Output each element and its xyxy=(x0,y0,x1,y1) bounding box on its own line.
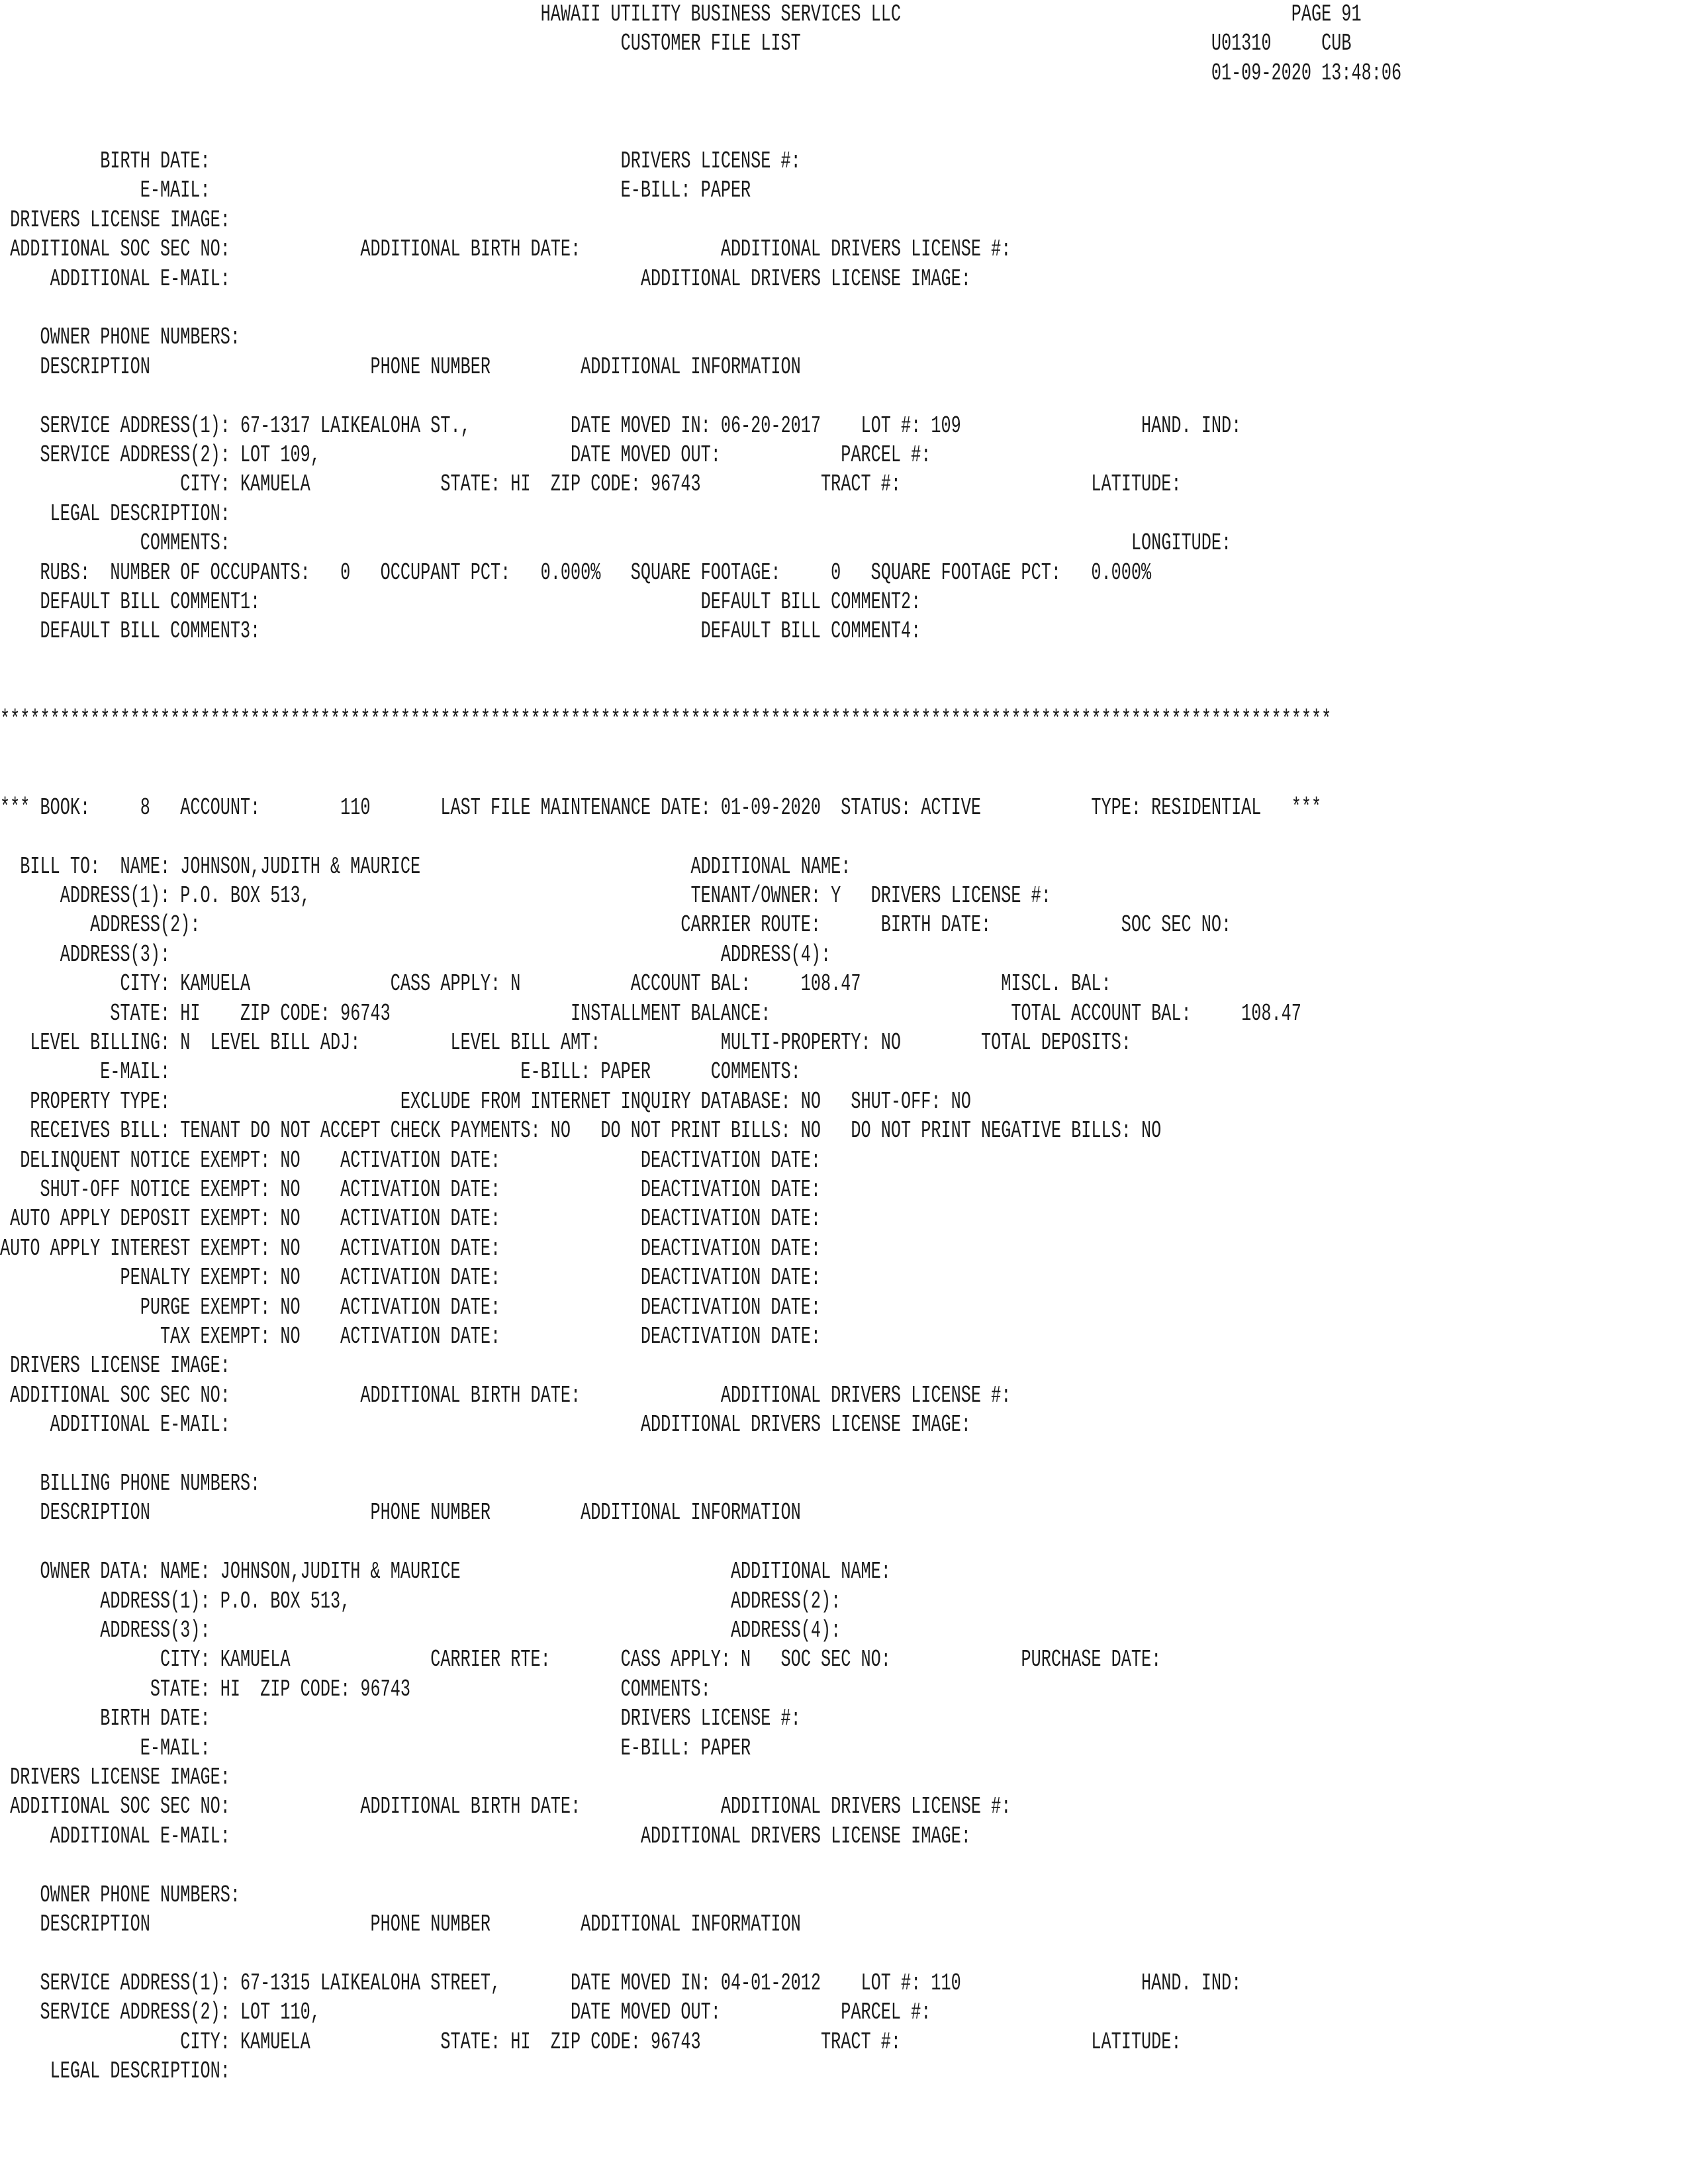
report-line: 01-09-2020 13:48:06 xyxy=(0,59,1402,87)
report-line: E-MAIL: E-BILL: PAPER xyxy=(0,177,751,205)
report-line: DESCRIPTION PHONE NUMBER ADDITIONAL INFORMATION xyxy=(0,1911,801,1938)
report-line: RECEIVES BILL: TENANT DO NOT ACCEPT CHECK PAYMENTS: NO DO NOT PRINT BILLS: NO DO NOT PRINT NEGATIVE BILLS: NO xyxy=(0,1117,1162,1145)
report-line: OWNER PHONE NUMBERS: xyxy=(0,1881,240,1909)
report-line: CITY: KAMUELA STATE: HI ZIP CODE: 96743 TRACT #: LATITUDE: xyxy=(0,2028,1182,2056)
report-line: AUTO APPLY DEPOSIT EXEMPT: NO ACTIVATION DATE: DEACTIVATION DATE: xyxy=(0,1205,821,1233)
report-line: DESCRIPTION PHONE NUMBER ADDITIONAL INFORMATION xyxy=(0,1499,801,1527)
report-line: ************************************************************************************************************************************* xyxy=(0,705,1332,733)
report-line: DRIVERS LICENSE IMAGE: xyxy=(0,206,230,234)
report-line: CITY: KAMUELA CASS APPLY: N ACCOUNT BAL: 108.47 MISCL. BAL: xyxy=(0,970,1111,998)
report-line: CITY: KAMUELA STATE: HI ZIP CODE: 96743 TRACT #: LATITUDE: xyxy=(0,471,1182,498)
report-line: ADDITIONAL SOC SEC NO: ADDITIONAL BIRTH DATE: ADDITIONAL DRIVERS LICENSE #: xyxy=(0,1793,1011,1821)
report-line: SERVICE ADDRESS(1): 67-1315 LAIKEALOHA STREET, DATE MOVED IN: 04-01-2012 LOT #: 110 HAND. IND: xyxy=(0,1969,1242,1997)
report-line: ADDRESS(3): ADDRESS(4): xyxy=(0,1617,841,1644)
report-line: ADDRESS(3): ADDRESS(4): xyxy=(0,940,831,968)
report-line: SERVICE ADDRESS(2): LOT 109, DATE MOVED OUT: PARCEL #: xyxy=(0,441,931,469)
report-line: BILL TO: NAME: JOHNSON,JUDITH & MAURICE ADDITIONAL NAME: xyxy=(0,852,851,880)
report-line: COMMENTS: LONGITUDE: xyxy=(0,529,1232,557)
report-line: ADDITIONAL SOC SEC NO: ADDITIONAL BIRTH DATE: ADDITIONAL DRIVERS LICENSE #: xyxy=(0,1381,1011,1409)
report-line: LEGAL DESCRIPTION: xyxy=(0,2058,230,2085)
report-line: ADDITIONAL E-MAIL: ADDITIONAL DRIVERS LICENSE IMAGE: xyxy=(0,1822,971,1850)
report-line: BIRTH DATE: DRIVERS LICENSE #: xyxy=(0,148,801,175)
report-line: OWNER DATA: NAME: JOHNSON,JUDITH & MAURICE ADDITIONAL NAME: xyxy=(0,1558,891,1586)
report-line: E-MAIL: E-BILL: PAPER COMMENTS: xyxy=(0,1058,801,1086)
report-line: PROPERTY TYPE: EXCLUDE FROM INTERNET INQUIRY DATABASE: NO SHUT-OFF: NO xyxy=(0,1087,971,1115)
report-line: DRIVERS LICENSE IMAGE: xyxy=(0,1352,230,1380)
report-line: DESCRIPTION PHONE NUMBER ADDITIONAL INFORMATION xyxy=(0,353,801,381)
report-line: BIRTH DATE: DRIVERS LICENSE #: xyxy=(0,1705,801,1733)
report-line: ADDITIONAL E-MAIL: ADDITIONAL DRIVERS LICENSE IMAGE: xyxy=(0,1411,971,1439)
report-line: RUBS: NUMBER OF OCCUPANTS: 0 OCCUPANT PCT: 0.000% SQUARE FOOTAGE: 0 SQUARE FOOTAGE PCT: 0.000% xyxy=(0,559,1152,586)
report-line: LEVEL BILLING: N LEVEL BILL ADJ: LEVEL BILL AMT: MULTI-PROPERTY: NO TOTAL DEPOSITS: xyxy=(0,1029,1131,1056)
report-line: DRIVERS LICENSE IMAGE: xyxy=(0,1764,230,1791)
report-line: *** BOOK: 8 ACCOUNT: 110 LAST FILE MAINTENANCE DATE: 01-09-2020 STATUS: ACTIVE TYPE: RESIDENTIAL *** xyxy=(0,794,1322,821)
report-line: ADDITIONAL E-MAIL: ADDITIONAL DRIVERS LICENSE IMAGE: xyxy=(0,265,971,293)
report-line: ADDRESS(2): CARRIER ROUTE: BIRTH DATE: SOC SEC NO: xyxy=(0,911,1232,939)
report-line: SHUT-OFF NOTICE EXEMPT: NO ACTIVATION DATE: DEACTIVATION DATE: xyxy=(0,1176,821,1203)
report-line: SERVICE ADDRESS(2): LOT 110, DATE MOVED OUT: PARCEL #: xyxy=(0,1999,931,2026)
report-line: CUSTOMER FILE LIST U01310 CUB xyxy=(0,30,1352,58)
report-line: PURGE EXEMPT: NO ACTIVATION DATE: DEACTIVATION DATE: xyxy=(0,1293,821,1321)
report-line: STATE: HI ZIP CODE: 96743 INSTALLMENT BALANCE: TOTAL ACCOUNT BAL: 108.47 xyxy=(0,999,1301,1027)
report-line: ADDRESS(1): P.O. BOX 513, ADDRESS(2): xyxy=(0,1587,841,1615)
report-line: DEFAULT BILL COMMENT3: DEFAULT BILL COMMENT4: xyxy=(0,617,921,645)
report-line: HAWAII UTILITY BUSINESS SERVICES LLC PAGE 91 xyxy=(0,1,1362,28)
report-line: TAX EXEMPT: NO ACTIVATION DATE: DEACTIVATION DATE: xyxy=(0,1323,821,1350)
report-line: E-MAIL: E-BILL: PAPER xyxy=(0,1734,751,1762)
report-line: LEGAL DESCRIPTION: xyxy=(0,500,230,527)
report-line: AUTO APPLY INTEREST EXEMPT: NO ACTIVATION DATE: DEACTIVATION DATE: xyxy=(0,1234,821,1262)
report-line: OWNER PHONE NUMBERS: xyxy=(0,324,240,351)
report-line: SERVICE ADDRESS(1): 67-1317 LAIKEALOHA ST., DATE MOVED IN: 06-20-2017 LOT #: 109 HAND. IND: xyxy=(0,412,1242,439)
report-line: ADDITIONAL SOC SEC NO: ADDITIONAL BIRTH DATE: ADDITIONAL DRIVERS LICENSE #: xyxy=(0,236,1011,263)
report-line: BILLING PHONE NUMBERS: xyxy=(0,1470,261,1497)
report-line: PENALTY EXEMPT: NO ACTIVATION DATE: DEACTIVATION DATE: xyxy=(0,1264,821,1292)
report-line: DELINQUENT NOTICE EXEMPT: NO ACTIVATION DATE: DEACTIVATION DATE: xyxy=(0,1146,821,1174)
report-line: CITY: KAMUELA CARRIER RTE: CASS APPLY: N SOC SEC NO: PURCHASE DATE: xyxy=(0,1646,1162,1674)
report-line: ADDRESS(1): P.O. BOX 513, TENANT/OWNER: Y DRIVERS LICENSE #: xyxy=(0,882,1051,909)
report-line: STATE: HI ZIP CODE: 96743 COMMENTS: xyxy=(0,1675,711,1703)
report-line: DEFAULT BILL COMMENT1: DEFAULT BILL COMMENT2: xyxy=(0,588,921,615)
